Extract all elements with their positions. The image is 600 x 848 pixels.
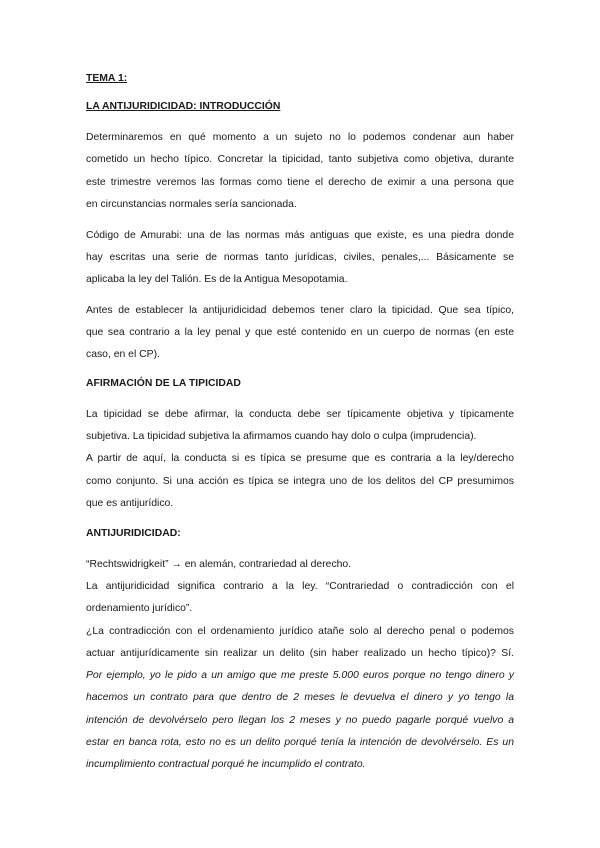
paragraph-line: actuar antijurídicamente sin realizar un delito (sin haber realizado un hecho típico)? Sí. [86,648,514,659]
paragraph-line: Antes de establecer la antijuridicidad debemos tener claro la tipicidad. Que sea típico, [86,305,514,316]
paragraph-line: hay escritas una serie de normas tanto jurídicas, civiles, penales,... Básicamente se [86,252,514,263]
paragraph-line: caso, en el CP). [86,349,160,360]
paragraph-line: Determinaremos en qué momento a un sujeto no lo podemos condenar aun haber [86,132,514,143]
example-line: Por ejemplo, yo le pido a un amigo que me preste 5.000 euros porque no tengo dinero y [86,670,514,681]
paragraph-line: La antijuridicidad significa contrario a la ley. “Contrariedad o contradicción con el [86,581,514,592]
paragraph-line: ¿La contradicción con el ordenamiento jurídico atañe solo al derecho penal o podemos [86,626,514,637]
paragraph-line: La tipicidad se debe afirmar, la conducta debe ser típicamente objetiva y típicamente [86,409,514,420]
paragraph-line: aplicaba la ley del Talión. Es de la Antigua Mesopotamia. [86,274,348,285]
section-heading-afirmacion: AFIRMACIÓN DE LA TIPICIDAD [86,378,241,389]
paragraph-line: que es antijurídico. [86,498,174,509]
paragraph-line: “Rechtswidrigkeit” → en alemán, contrariedad al derecho. [86,559,352,570]
tema-heading: TEMA 1: [86,73,128,84]
section-heading-antijuridicidad: ANTIJURIDICIDAD: [86,528,181,539]
paragraph-line: subjetiva. La tipicidad subjetiva la afirmamos cuando hay dolo o culpa (imprudencia). [86,431,477,442]
page-title: LA ANTIJURIDICIDAD: INTRODUCCIÓN [86,101,281,112]
paragraph-line: ordenamiento jurídico”. [86,603,193,614]
paragraph-line: en circunstancias normales sería sancionada. [86,199,297,210]
example-line: intención de devolvérselo pero llegan los 2 meses y no puedo pagarle porqué vuelvo a [86,715,514,726]
paragraph-line: como conjunto. Si una acción es típica se integra uno de los delitos del CP presumimos [86,476,514,487]
paragraph-line: Código de Amurabi: una de las normas más antiguas que existe, es una piedra donde [86,230,514,241]
paragraph-line: que sea contrario a la ley penal y que esté contenido en un cuerpo de normas (en este [86,327,514,338]
paragraph-line: A partir de aquí, la conducta si es típica se presume que es contraria a la ley/derecho [86,453,514,464]
example-line: incumplimiento contractual porqué he incumplido el contrato. [86,759,366,770]
example-line: estar en banca rota, esto no es un delito porqué tenía la intención de devolvérselo. Es un [86,737,514,748]
paragraph-line: cometido un hecho típico. Concretar la tipicidad, tanto subjetiva como objetiva, durante [86,154,514,165]
example-line: hacemos un contrato para que dentro de 2 meses le devuelva el dinero y yo tengo la [86,692,514,703]
paragraph-line: este trimestre veremos las formas como tiene el derecho de eximir a una persona que [86,177,514,188]
